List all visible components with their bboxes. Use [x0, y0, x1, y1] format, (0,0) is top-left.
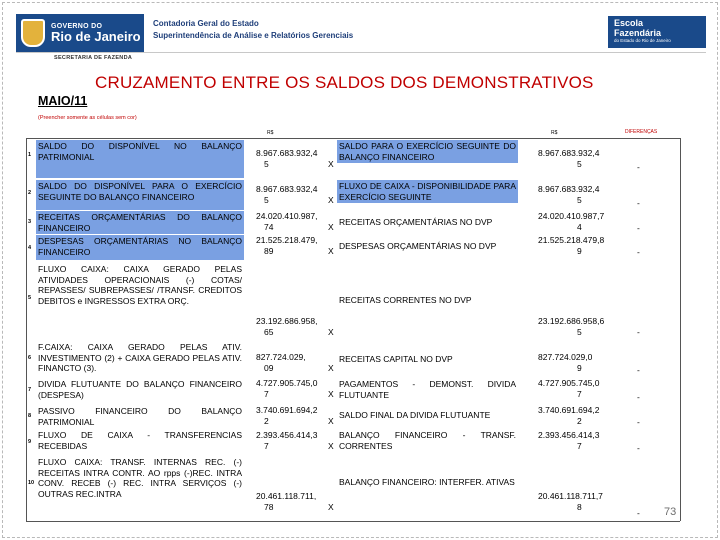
- difference-value[interactable]: -: [637, 327, 640, 337]
- row-number: 8: [28, 413, 32, 419]
- left-value[interactable]: 21.525.218.479,: [256, 235, 318, 245]
- table-row: [26, 378, 680, 402]
- secretaria-label: SECRETARIA DE FAZENDA: [54, 55, 133, 61]
- right-value[interactable]: 2.393.456.414,3: [538, 430, 600, 440]
- left-value[interactable]: 20.461.118.711,: [256, 491, 317, 501]
- row-number: 7: [28, 387, 32, 393]
- x-mark: X: [328, 416, 334, 426]
- month-label: MAIO/11: [38, 94, 88, 108]
- right-description: RECEITAS CORRENTES NO DVP: [339, 295, 472, 305]
- escola-line2: Fazendária: [614, 28, 662, 38]
- difference-value[interactable]: -: [637, 508, 640, 518]
- row-number: 4: [28, 245, 32, 251]
- difference-value[interactable]: -: [637, 198, 640, 208]
- left-description: RECEITAS ORÇAMENTÁRIAS DO BALANÇO FINANCEIRO: [38, 212, 242, 233]
- table-border-top: [26, 138, 680, 139]
- right-value[interactable]: 23.192.686.958,6: [538, 316, 605, 326]
- government-logo: [16, 14, 144, 52]
- x-mark: X: [328, 389, 334, 399]
- right-description: BALANÇO FINANCEIRO: INTERFER. ATIVAS: [339, 477, 515, 487]
- page-title: CRUZAMENTO ENTRE OS SALDOS DOS DEMONSTRATIVOS: [95, 73, 594, 92]
- left-value-cont: 89: [264, 246, 274, 256]
- row-number: 3: [28, 219, 32, 225]
- left-value-cont: 09: [264, 363, 274, 373]
- right-description: SALDO FINAL DA DIVIDA FLUTUANTE: [339, 410, 491, 420]
- row-number: 1: [28, 152, 32, 158]
- left-currency-header: R$: [267, 130, 274, 136]
- left-value[interactable]: 827.724.029,: [256, 352, 306, 362]
- table-row: [26, 405, 680, 427]
- table-row: [26, 235, 680, 260]
- left-description: F.CAIXA: CAIXA GERADO PELAS ATIV. INVESTIMENTO (2) + CAIXA GERADO PELAS ATIV. FINANCTO (3).: [38, 342, 242, 373]
- right-value-cont: 9: [577, 363, 582, 373]
- row-number: 10: [28, 480, 35, 486]
- table-row: [26, 140, 680, 178]
- left-description: FLUXO CAIXA: TRANSF. INTERNAS REC. (-) RECEITAS INTRA CONTR. AO rpps (-)REC. INTRA CONV. RECEB (-) REC. INTRA SERVIÇOS (-) OUTRAS REC.INTRA: [38, 457, 242, 499]
- right-description: DESPESAS ORÇAMENTÁRIAS NO DVP: [339, 241, 497, 251]
- x-mark: X: [328, 327, 334, 337]
- gov-logo-line1: GOVERNO DO: [51, 23, 103, 30]
- left-value[interactable]: 24.020.410.987,: [256, 211, 318, 221]
- left-value[interactable]: 4.727.905.745,0: [256, 378, 318, 388]
- right-currency-header: R$: [551, 130, 558, 136]
- left-value[interactable]: 23.192.686.958,: [256, 316, 318, 326]
- left-description: DIVIDA FLUTUANTE DO BALANÇO FINANCEIRO (DESPESA): [38, 379, 242, 400]
- left-value-cont: 78: [264, 502, 274, 512]
- row-number: 9: [28, 439, 32, 445]
- left-value-cont: 7: [264, 441, 269, 451]
- x-mark: X: [328, 246, 334, 256]
- left-description: FLUXO CAIXA: CAIXA GERADO PELAS ATIVIDADES OPERACIONAIS (-) COTAS/ REPASSES/ SUBREPASSES/ /TRANSF. CREDITOS DEBITOS e INGRESSOS EXTRA ORÇ.: [38, 264, 242, 306]
- page-number: 73: [664, 506, 677, 518]
- difference-value[interactable]: -: [637, 223, 640, 233]
- right-description: PAGAMENTOS - DEMONST. DIVIDA FLUTUANTE: [339, 379, 516, 400]
- right-description: FLUXO DE CAIXA - DISPONIBILIDADE PARA EXERCÍCIO SEGUINTE: [339, 181, 516, 202]
- difference-value[interactable]: -: [637, 162, 640, 172]
- row-number: 6: [28, 355, 32, 361]
- right-description: BALANÇO FINANCEIRO - TRANSF. CORRENTES: [339, 430, 516, 451]
- difference-value[interactable]: -: [637, 443, 640, 453]
- left-description: FLUXO DE CAIXA - TRANSFERENCIAS RECEBIDAS: [38, 430, 242, 451]
- left-value[interactable]: 8.967.683.932,4: [256, 148, 318, 158]
- right-value[interactable]: 21.525.218.479,8: [538, 235, 605, 245]
- row-number: 2: [28, 190, 32, 196]
- coat-of-arms-icon: [21, 19, 45, 47]
- left-description: DESPESAS ORÇAMENTÁRIAS NO BALANÇO FINANCEIRO: [36, 235, 244, 260]
- left-value-cont: 74: [264, 222, 274, 232]
- table-row: [26, 180, 680, 210]
- right-value[interactable]: 20.461.118.711,7: [538, 491, 603, 501]
- right-value-cont: 7: [577, 441, 582, 451]
- left-value-cont: 5: [264, 195, 269, 205]
- x-mark: X: [328, 502, 334, 512]
- left-description: SALDO DO DISPONÍVEL PARA O EXERCÍCIO SEGUINTE DO BALANÇO FINANCEIRO: [36, 180, 244, 210]
- table-row: [26, 341, 680, 375]
- org-line1: Contadoria Geral do Estado: [153, 19, 259, 28]
- right-value[interactable]: 8.967.683.932,4: [538, 184, 600, 194]
- right-value[interactable]: 3.740.691.694,2: [538, 405, 600, 415]
- right-value[interactable]: 4.727.905.745,0: [538, 378, 600, 388]
- x-mark: X: [328, 159, 334, 169]
- gov-logo-line2: Rio de Janeiro: [51, 29, 141, 44]
- right-value[interactable]: 827.724.029,0: [538, 352, 593, 362]
- right-value-cont: 5: [577, 159, 582, 169]
- right-description: RECEITAS ORÇAMENTÁRIAS NO DVP: [339, 217, 493, 227]
- table-border-bottom: [26, 521, 680, 522]
- left-value-cont: 65: [264, 327, 274, 337]
- table-row: [26, 263, 680, 339]
- x-mark: X: [328, 222, 334, 232]
- right-value-cont: 5: [577, 327, 582, 337]
- right-value-cont: 4: [577, 222, 582, 232]
- organization-header: [153, 18, 353, 42]
- right-value[interactable]: 8.967.683.932,4: [538, 148, 600, 158]
- left-value-cont: 7: [264, 389, 269, 399]
- right-value-cont: 7: [577, 389, 582, 399]
- difference-value[interactable]: -: [637, 247, 640, 257]
- left-value-cont: 5: [264, 159, 269, 169]
- x-mark: X: [328, 441, 334, 451]
- left-description: PASSIVO FINANCEIRO DO BALANÇO PATRIMONIAL: [38, 406, 242, 427]
- table-border-right: [680, 138, 681, 521]
- x-mark: X: [328, 195, 334, 205]
- right-value-cont: 8: [577, 502, 582, 512]
- difference-value[interactable]: -: [637, 392, 640, 402]
- differences-header: DIFERENÇAS: [625, 129, 658, 135]
- x-mark: X: [328, 363, 334, 373]
- right-value-cont: 5: [577, 195, 582, 205]
- right-value[interactable]: 24.020.410.987,7: [538, 211, 605, 221]
- escola-fazendaria-logo: [608, 16, 706, 48]
- table-row: [26, 456, 680, 520]
- right-value-cont: 2: [577, 416, 582, 426]
- difference-value[interactable]: -: [637, 417, 640, 427]
- right-value-cont: 9: [577, 246, 582, 256]
- right-description: SALDO PARA O EXERCÍCIO SEGUINTE DO BALANÇO FINANCEIRO: [339, 141, 516, 162]
- row-number: 5: [28, 295, 32, 301]
- left-value[interactable]: 2.393.456.414,3: [256, 430, 318, 440]
- difference-value[interactable]: -: [637, 365, 640, 375]
- left-value[interactable]: 3.740.691.694,2: [256, 405, 318, 415]
- org-line2: Superintendência de Análise e Relatórios Gerenciais: [153, 31, 354, 40]
- escola-line3: do Estado do Rio de Janeiro: [614, 38, 671, 43]
- header-divider: [16, 52, 706, 53]
- left-description: SALDO DO DISPONÍVEL NO BALANÇO PATRIMONIAL: [36, 140, 244, 178]
- table-row: [26, 429, 680, 453]
- left-value-cont: 2: [264, 416, 269, 426]
- right-description: RECEITAS CAPITAL NO DVP: [339, 354, 453, 364]
- left-value[interactable]: 8.967.683.932,4: [256, 184, 318, 194]
- instructions-text: (Preencher somente as células sem cor): [38, 115, 137, 121]
- escola-line1: Escola: [614, 18, 644, 28]
- table-row: [26, 211, 680, 234]
